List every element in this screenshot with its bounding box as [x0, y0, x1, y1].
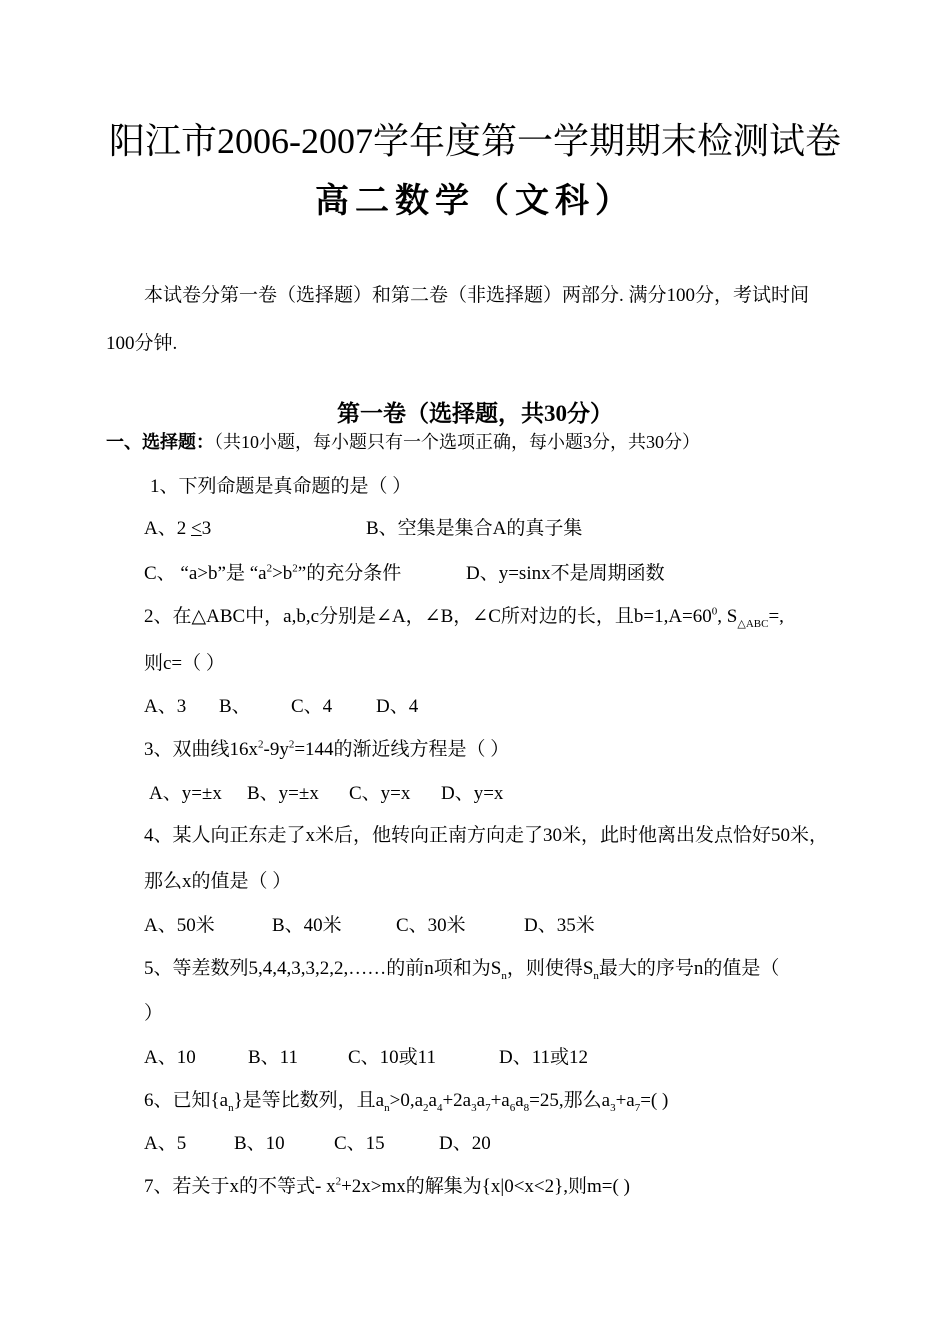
- q6-t5: +2a: [442, 1090, 472, 1111]
- question-4-option-d: D、35米: [524, 915, 595, 936]
- q3-sup-2: 2: [288, 738, 295, 751]
- q6-t2: }是等比数列，且a: [233, 1090, 385, 1111]
- question-1-stem: 1、下列命题是真命题的是（ ）: [150, 476, 412, 497]
- q1-a-prefix: A、2: [144, 518, 191, 539]
- q3-sup-1: 2: [258, 738, 264, 751]
- q6-t1: 6、已知{a: [144, 1090, 229, 1111]
- section-title: 第一卷（选择题，共30分）: [337, 401, 613, 426]
- q6-sub10: 7: [634, 1101, 641, 1114]
- question-2-option-b: B、: [219, 696, 251, 717]
- question-5-option-c: C、10或11: [348, 1047, 436, 1068]
- question-2-stem-2: 则c=（ ）: [144, 653, 225, 674]
- q6-t9: =25,那么a: [529, 1090, 611, 1111]
- q1-c-text-3: ”的充分条件: [297, 563, 402, 584]
- q6-sub1: n: [228, 1101, 234, 1114]
- q6-t7: +a: [490, 1090, 510, 1111]
- question-6-stem: [144, 1085, 668, 1112]
- question-3-option-a: A、y=±x: [149, 783, 222, 804]
- q2-triangle-sub: △ABC: [737, 617, 769, 630]
- intro-line-1: 本试卷分第一卷（选择题）和第二卷（非选择题）两部分. 满分100分，考试时间: [144, 285, 810, 306]
- question-2-stem: [144, 601, 784, 628]
- question-7-stem: [144, 1171, 630, 1198]
- q6-t8: a: [515, 1090, 524, 1111]
- q6-sub8: 8: [523, 1101, 530, 1114]
- exam-title: 阳江市2006-2007学年度第一学期期末检测试卷: [109, 121, 841, 161]
- question-4-option-a: A、50米: [144, 915, 215, 936]
- q1-c-sup-1: 2: [266, 562, 273, 575]
- q3-text-3: =144的渐近线方程是（ ）: [294, 739, 510, 760]
- q5-sub-1: n: [501, 969, 507, 982]
- q6-sub7: 6: [509, 1101, 516, 1114]
- question-4-stem-2: 那么x的值是（ ）: [144, 871, 292, 892]
- q2-degree-sup: 0: [711, 605, 718, 618]
- question-1-option-b: B、空集是集合A的真子集: [366, 518, 583, 539]
- question-2-option-d: D、4: [376, 696, 419, 717]
- question-1-option-c: [144, 558, 401, 585]
- q6-t10: +a: [615, 1090, 635, 1111]
- q6-sub4: 4: [436, 1101, 443, 1114]
- q1-a-symbol: <: [190, 518, 202, 539]
- q6-t4: a: [428, 1090, 437, 1111]
- question-3-stem: [144, 734, 509, 761]
- q5-text-1: 5、等差数列5,4,4,3,3,2,2,……的前n项和为S: [144, 958, 502, 979]
- q6-sub5: 3: [471, 1101, 477, 1114]
- question-6-option-c: C、15: [334, 1133, 385, 1154]
- question-4-option-c: C、30米: [396, 915, 466, 936]
- q6-t11: =( ): [640, 1090, 669, 1111]
- intro-line-2: 100分钟.: [106, 333, 178, 354]
- q6-sub9: 3: [610, 1101, 616, 1114]
- part-note: （共10小题，每小题只有一个选项正确，每小题3分，共30分）: [214, 432, 700, 452]
- q6-t6: a: [476, 1090, 486, 1111]
- question-3-option-b: B、y=±x: [247, 783, 319, 804]
- q2-stem-text: 2、在△ABC中，a,b,c分别是∠A，∠B，∠C所对边的长，且b=1,A=60: [144, 606, 712, 627]
- question-4-stem: 4、某人向正东走了x米后，他转向正南方向走了30米，此时他离出发点恰好50米，: [144, 825, 829, 846]
- question-5-stem: [144, 953, 779, 980]
- q5-text-3: 最大的序号n的值是（: [598, 958, 780, 979]
- question-1-option-d: D、y=sinx不是周期函数: [466, 563, 665, 584]
- exam-subtitle: 高二数学（文科）: [315, 183, 635, 220]
- question-1-option-a: [144, 513, 211, 540]
- question-2-option-c: C、4: [291, 696, 333, 717]
- q5-sub-2: n: [593, 969, 599, 982]
- part-label: 一、选择题：: [106, 432, 214, 452]
- q1-c-sup-2: 2: [292, 562, 298, 575]
- question-3-option-c: C、y=x: [349, 783, 411, 804]
- q6-sub6: 7: [485, 1101, 491, 1114]
- question-5-option-d: D、11或12: [499, 1047, 589, 1068]
- q7-text-1: 7、若关于x的不等式- x: [144, 1176, 336, 1197]
- part-heading: [106, 428, 700, 454]
- question-5-option-a: A、10: [144, 1047, 196, 1068]
- q3-text-2: -9y: [263, 739, 289, 760]
- question-6-option-b: B、10: [234, 1133, 285, 1154]
- q7-text-2: +2x>mx的解集为{x|0<x<2},则m=( ): [341, 1176, 630, 1197]
- question-5-stem-2: ）: [144, 1003, 164, 1024]
- q6-sub3: 2: [423, 1101, 429, 1114]
- question-4-option-b: B、40米: [272, 915, 342, 936]
- question-2-option-a: A、3: [144, 696, 187, 717]
- q5-text-2: ，则使得S: [506, 958, 594, 979]
- q6-t3: >0,a: [389, 1090, 424, 1111]
- question-3-option-d: D、y=x: [441, 783, 504, 804]
- q1-c-text-2: >b: [272, 563, 293, 584]
- q2-stem-end: =,: [768, 606, 784, 627]
- question-6-option-a: A、5: [144, 1133, 187, 1154]
- q3-text-1: 3、双曲线16x: [144, 739, 259, 760]
- q7-sup-1: 2: [335, 1175, 342, 1188]
- q1-a-suffix: 3: [201, 518, 212, 539]
- question-5-option-b: B、11: [248, 1047, 298, 1068]
- q6-sub2: n: [384, 1101, 390, 1114]
- q2-stem-mid: , S: [717, 606, 738, 627]
- q1-c-text-1: C、 “a>b”是 “a: [144, 563, 267, 584]
- question-6-option-d: D、20: [439, 1133, 491, 1154]
